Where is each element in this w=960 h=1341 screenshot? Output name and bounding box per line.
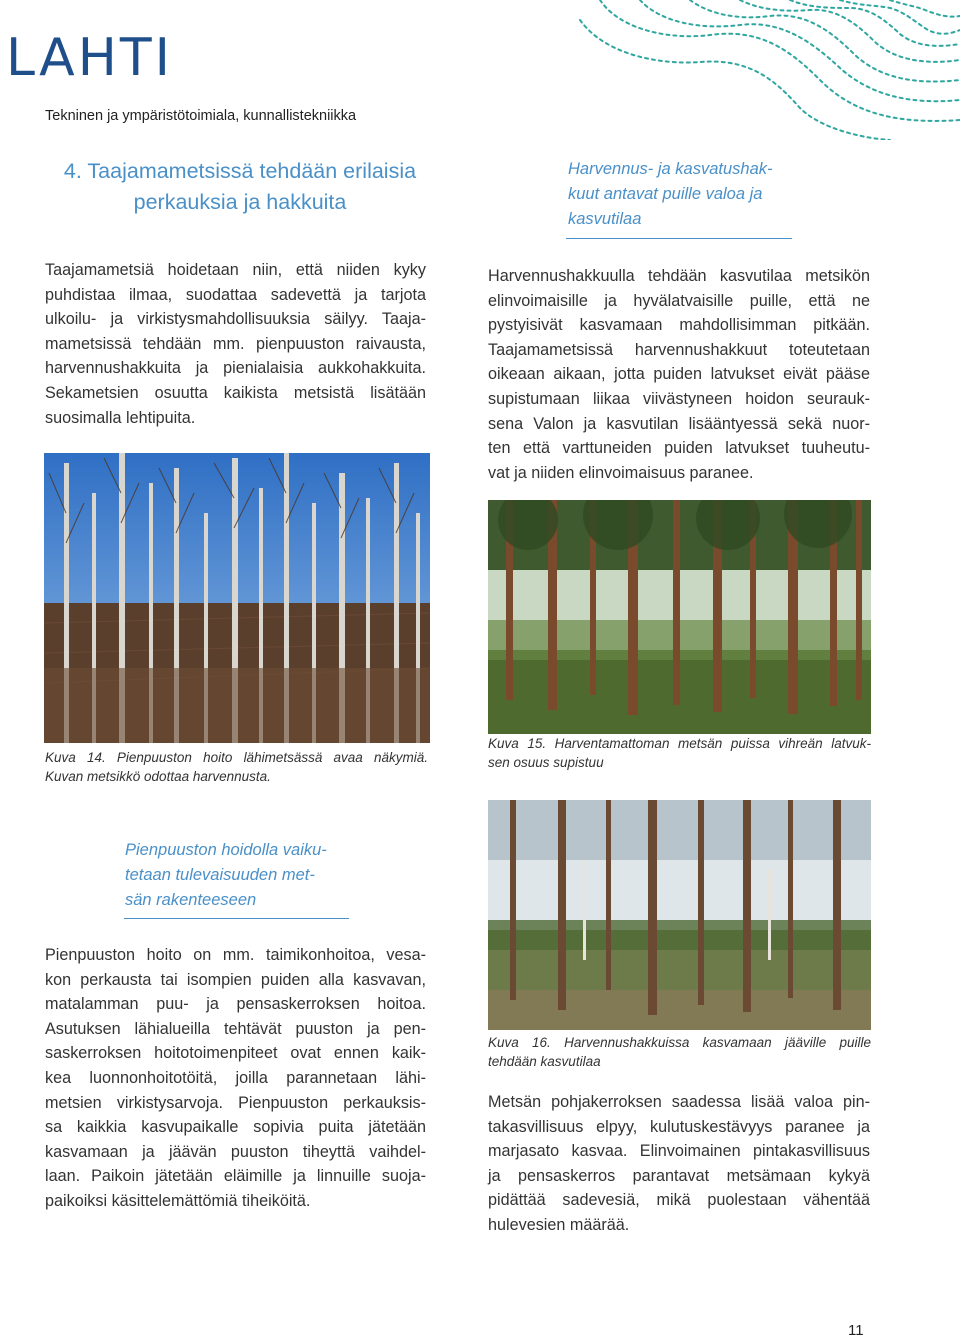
text-line: Taajamametsissä harvennushakkuut toteutetaan xyxy=(488,340,870,359)
section-title-line2: perkauksia ja hakkuita xyxy=(133,190,347,214)
text-line: suosimalla lehtipuita. xyxy=(45,408,196,427)
text-line: ten että varttuneiden puiden latvukset tuuheutu- xyxy=(488,439,870,458)
subheading-line: kasvutilaa xyxy=(568,210,642,228)
text-line: pystyisivät kasvamaan mahdollisimman pitkään. xyxy=(488,316,870,335)
lahti-logo xyxy=(6,28,206,88)
text-line: harvennushakkuita ja pienialaisia aukkohakkuita. xyxy=(45,359,426,378)
logo-wordmark: LAHTI xyxy=(6,28,173,88)
caption-line: Kuva 15. Harventamattoman metsän puissa vihreän latvuk- xyxy=(488,736,871,751)
text-line: kea luonnonhoitotöitä, joilla parannetaan lähi- xyxy=(45,1068,426,1087)
caption-line: Kuva 14. Pienpuuston hoito lähimetsässä avaa näkymiä. xyxy=(45,750,428,765)
figure-14-photo xyxy=(44,453,430,743)
subheading-line: Pienpuuston hoidolla vaiku- xyxy=(125,841,327,859)
text-line: kasvamaan ja jäävän puuston tiheyttä vaihdel- xyxy=(45,1142,426,1161)
section-title-line1: 4. Taajamametsissä tehdään erilaisia xyxy=(63,159,417,183)
department-name: Tekninen ja ympäristötoimiala, kunnallistekniikka xyxy=(45,108,357,124)
text-line: sena Valon ja kasvutilan lisääntyessä sekä nuor- xyxy=(488,414,870,433)
text-line: Sekametsien osuutta kaikista metsistä lisätään xyxy=(45,383,426,402)
caption-line: Kuvan metsikkö odottaa harvennusta. xyxy=(45,769,271,784)
figure-15-caption xyxy=(488,734,871,772)
text-line: vat ja niiden elinvoimaisuus paranee. xyxy=(488,463,754,482)
subheading-rule xyxy=(566,238,792,239)
text-line: Harvennushakkuulla tehdään kasvutilaa metsikön xyxy=(488,267,870,285)
text-line: sa kaikkia kasvupaikalle sopivia puita jätetään xyxy=(45,1118,426,1137)
text-line: Taajamametsiä hoidetaan niin, että niiden kyky xyxy=(45,261,426,279)
text-line: Pienpuuston hoito on mm. taimikonhoitoa, vesa- xyxy=(45,946,426,964)
subheading-line: sän rakenteeseen xyxy=(125,891,257,909)
text-line: laan. Paikoin jätetään eläimille ja linnuille suoja- xyxy=(45,1167,426,1186)
text-line: elinvoimaisille ja hyvälatvaisille puille, että ne xyxy=(488,291,870,310)
decorative-contour-graphic xyxy=(560,0,960,140)
text-line: ulkoilu- ja virkistysmahdollisuuksia säilyy. Taaja- xyxy=(45,310,426,329)
text-line: hulevesien määrää. xyxy=(488,1215,630,1234)
text-line: paikoiksi käsittelemättömiä tiheiköitä. xyxy=(45,1191,311,1210)
section-title xyxy=(45,156,435,218)
caption-line: Kuva 16. Harvennushakkuissa kasvamaan jääville puille xyxy=(488,1035,871,1050)
subheading-line: tetaan tulevaisuuden met- xyxy=(125,866,315,884)
text-line: puhdistaa ilmaa, suodattaa sadevettä ja tarjota xyxy=(45,285,426,304)
text-line: ja pensaskerros parantavat metsämaan kykyä xyxy=(488,1166,870,1185)
text-line: supistumaan liikaa viivästyneen hoidon seurauk- xyxy=(488,389,870,408)
sapling-care-paragraph xyxy=(45,943,426,1214)
figure-15-photo xyxy=(488,500,871,734)
caption-line: sen osuus supistuu xyxy=(488,755,604,770)
text-line: kon perkausta tai isompien puiden alla kasvavan, xyxy=(45,970,426,989)
figure-16-caption xyxy=(488,1033,871,1071)
text-line: Metsän pohjakerroksen saadessa lisää valoa pin- xyxy=(488,1093,870,1111)
caption-line: tehdään kasvutilaa xyxy=(488,1054,601,1069)
text-line: Asutuksen lähialueilla tehtävät puuston ja pen- xyxy=(45,1019,426,1038)
page-number: 11 xyxy=(848,1322,864,1339)
subheading-line: kuut antavat puille valoa ja xyxy=(568,185,763,203)
subheading-line: Harvennus- ja kasvatushak- xyxy=(568,160,773,178)
subheading-rule xyxy=(124,918,349,919)
text-line: marjasato kasvaa. Elinvoimainen pintakasvillisuus xyxy=(488,1142,870,1161)
figure-14-caption xyxy=(45,748,428,786)
text-line: takasvillisuus elpyy, kulutuskestävyys paranee ja xyxy=(488,1117,870,1136)
sapling-care-subheading xyxy=(125,838,360,913)
text-line: saskerroksen hoitotoimenpiteet ovat ennen kaik- xyxy=(45,1044,426,1063)
text-line: oikeaan aikaan, jotta puiden latvukset eivät pääse xyxy=(488,365,870,384)
text-line: metsien virkistysarvoja. Pienpuuston perkauksis- xyxy=(45,1093,426,1112)
figure-16-photo xyxy=(488,800,871,1030)
text-line: mametsissä tehdään mm. pienpuuston raivausta, xyxy=(45,334,426,353)
thinning-paragraph xyxy=(488,264,870,485)
ground-layer-paragraph xyxy=(488,1090,870,1238)
text-line: matalamman puu- ja pensaskerroksen hoitoa. xyxy=(45,995,426,1014)
intro-paragraph xyxy=(45,258,426,430)
text-line: pidättää sadevesiä, mikä puolestaan vähentää xyxy=(488,1191,870,1210)
thinning-subheading xyxy=(568,157,803,232)
